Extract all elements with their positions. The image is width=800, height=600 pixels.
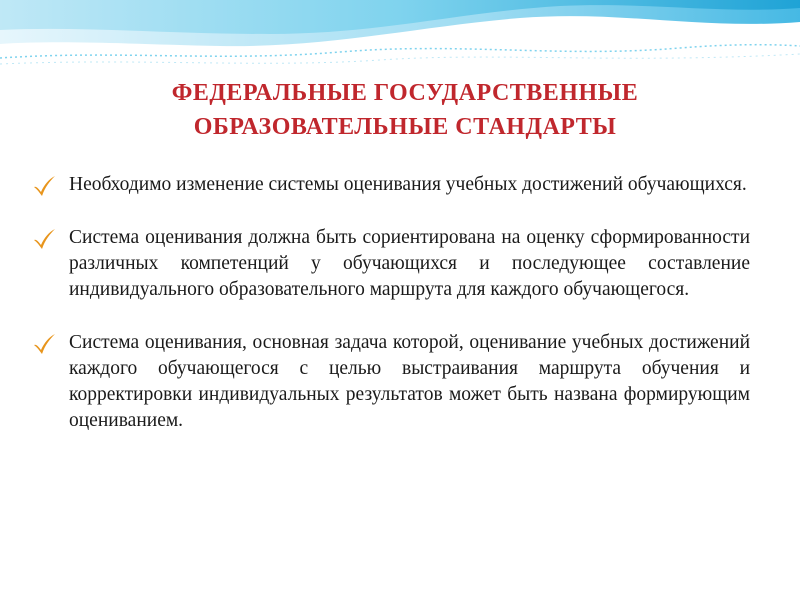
bullet-item	[32, 330, 750, 434]
checkmark-icon	[32, 175, 56, 197]
wave-header-decoration	[0, 0, 800, 80]
bullet-text: Необходимо изменение системы оценивания учебных достижений обучающихся.	[69, 174, 747, 195]
title-line-2: ОБРАЗОВАТЕЛЬНЫЕ СТАНДАРТЫ	[193, 114, 617, 140]
slide-title	[60, 76, 750, 144]
bullet-text: Система оценивания должна быть сориентирована на оценку сформированности различных компетенций у обучающихся и последующее составление индивидуального образовательного маршрута для каждого обучающегося.	[69, 227, 750, 300]
checkmark-icon	[32, 333, 56, 355]
bullet-item	[32, 225, 750, 303]
title-line-1: ФЕДЕРАЛЬНЫЕ ГОСУДАРСТВЕННЫЕ	[171, 80, 639, 106]
bullet-list	[32, 172, 750, 461]
bullet-item	[32, 172, 750, 198]
bullet-text: Система оценивания, основная задача которой, оценивание учебных достижений каждого обучающегося с целью выстраивания маршрута обучения и корректировки индивидуальных результатов может быть названа формирующим оцениванием.	[69, 332, 750, 431]
checkmark-icon	[32, 228, 56, 250]
